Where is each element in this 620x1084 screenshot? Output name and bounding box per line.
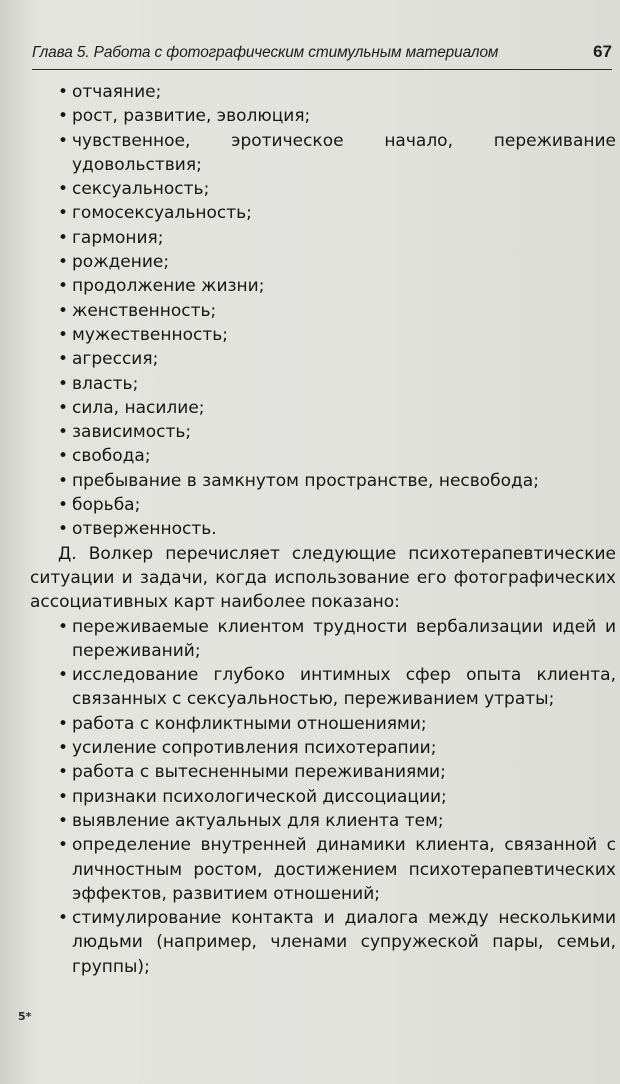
themes-list <box>58 80 616 542</box>
list-item: • рост, развитие, эволюция; <box>58 104 616 128</box>
list-item: • сила, насилие; <box>58 396 616 420</box>
page-header <box>32 44 612 68</box>
list-item: • гармония; <box>58 226 616 250</box>
header-rule <box>32 69 612 70</box>
list-item: • работа с конфликтными отношениями; <box>58 712 616 736</box>
list-item: • переживаемые клиентом трудности вербализации идей и переживаний; <box>58 615 616 664</box>
running-title: Глава 5. Работа с фотографическим стимульным материалом <box>32 44 499 61</box>
list-item: • пребывание в замкнутом пространстве, несвобода; <box>58 469 616 493</box>
page-number: 67 <box>593 42 612 61</box>
list-item: • чувственное, эротическое начало, переживание удовольствия; <box>58 129 616 178</box>
list-item: • сексуальность; <box>58 177 616 201</box>
list-item: • выявление актуальных для клиента тем; <box>58 809 616 833</box>
list-item: • борьба; <box>58 493 616 517</box>
list-item: • исследование глубоко интимных сфер опыта клиента, связанных с сексуальностью, переживанием утраты; <box>58 663 616 712</box>
list-item: • усиление сопротивления психотерапии; <box>58 736 616 760</box>
list-item: • работа с вытесненными переживаниями; <box>58 760 616 784</box>
list-item: • определение внутренней динамики клиента, связанной с личностным ростом, достижением психотерапевтических эффектов, развитием отношений; <box>58 833 616 906</box>
list-item: • продолжение жизни; <box>58 274 616 298</box>
list-item: • отверженность. <box>58 517 616 541</box>
list-item: • агрессия; <box>58 347 616 371</box>
list-item: • власть; <box>58 372 616 396</box>
list-item: • стимулирование контакта и диалога между несколькими людьми (например, членами супружеской пары, семьи, группы); <box>58 906 616 979</box>
tasks-list <box>58 615 616 979</box>
list-item: • женственность; <box>58 299 616 323</box>
list-item: • рождение; <box>58 250 616 274</box>
list-item: • зависимость; <box>58 420 616 444</box>
list-item: • отчаяние; <box>58 80 616 104</box>
list-item: • свобода; <box>58 444 616 468</box>
list-item: • признаки психологической диссоциации; <box>58 785 616 809</box>
body-paragraph: Д. Волкер перечисляет следующие психотерапевтические ситуации и задачи, когда использование его фотографических ассоциативных карт наиболее показано: <box>30 543 616 613</box>
list-item: • гомосексуальность; <box>58 201 616 225</box>
list-item: • мужественность; <box>58 323 616 347</box>
page-body <box>30 80 616 979</box>
signature-mark: 5* <box>18 1010 32 1023</box>
